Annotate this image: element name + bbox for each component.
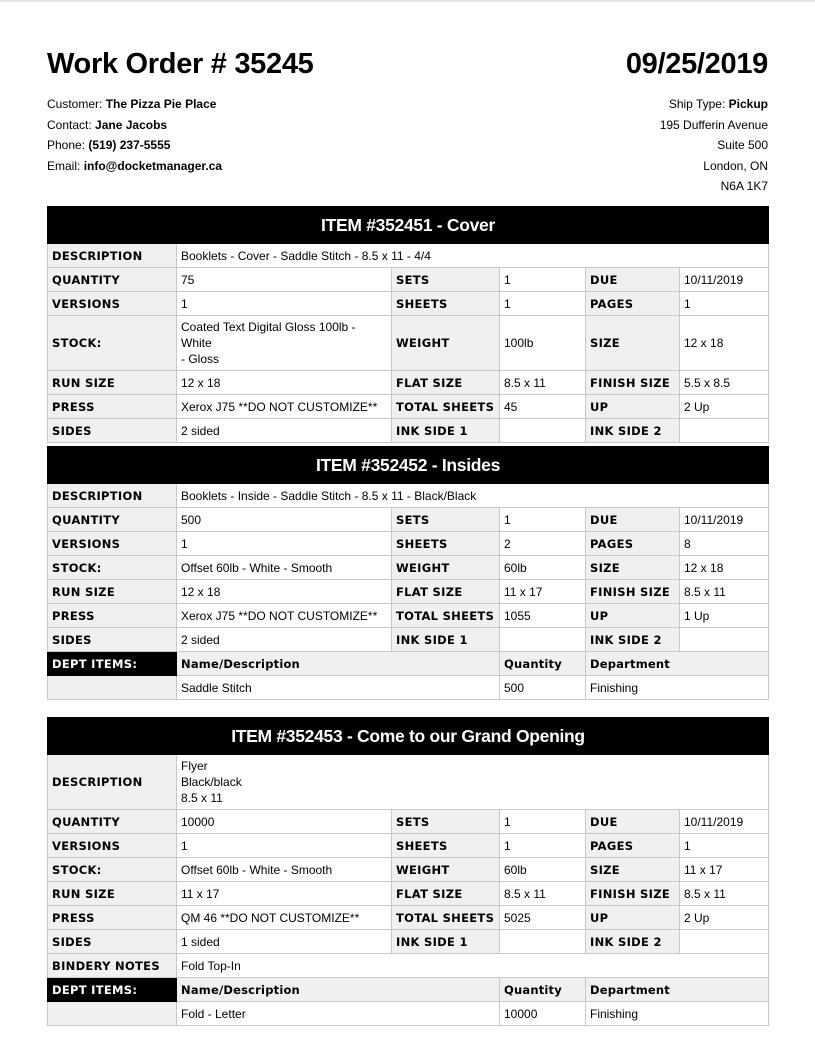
address-line2: Suite 500 [717, 138, 768, 152]
press-label: PRESS [48, 604, 177, 628]
dept-item-quantity: 10000 [500, 1002, 586, 1026]
total-sheets-value: 1055 [500, 604, 586, 628]
sets-label: SETS [392, 268, 500, 292]
due-label: DUE [586, 268, 680, 292]
press-label: PRESS [48, 906, 177, 930]
due-label: DUE [586, 810, 680, 834]
quantity-label: QUANTITY [48, 810, 177, 834]
press-value: QM 46 **DO NOT CUSTOMIZE** [177, 906, 392, 930]
dept-items-label: DEPT ITEMS: [48, 978, 177, 1002]
ship-type-line [660, 94, 768, 115]
total-sheets-label: TOTAL SHEETS [392, 604, 500, 628]
ink-side-1-value [500, 930, 586, 954]
weight-label: WEIGHT [392, 858, 500, 882]
sheets-label: SHEETS [392, 532, 500, 556]
sides-label: SIDES [48, 419, 177, 443]
dept-item-quantity: 500 [500, 676, 586, 700]
size-value: 11 x 17 [680, 858, 769, 882]
sheets-value: 1 [500, 834, 586, 858]
stock-label: STOCK: [48, 858, 177, 882]
sides-value: 2 sided [177, 628, 392, 652]
total-sheets-label: TOTAL SHEETS [392, 395, 500, 419]
description-line: 8.5 x 11 [181, 791, 223, 805]
finish-size-label: FINISH SIZE [586, 580, 680, 604]
customer-info [47, 94, 222, 176]
quantity-label: QUANTITY [48, 268, 177, 292]
ship-type: Pickup [728, 97, 768, 111]
quantity-value: 10000 [177, 810, 392, 834]
sets-label: SETS [392, 810, 500, 834]
sheets-value: 1 [500, 292, 586, 316]
contact-label: Contact: [47, 117, 92, 132]
versions-label: VERSIONS [48, 532, 177, 556]
total-sheets-value: 5025 [500, 906, 586, 930]
pages-label: PAGES [586, 292, 680, 316]
quantity-label: QUANTITY [48, 508, 177, 532]
finish-size-value: 8.5 x 11 [680, 882, 769, 906]
press-label: PRESS [48, 395, 177, 419]
weight-label: WEIGHT [392, 556, 500, 580]
due-value: 10/11/2019 [680, 268, 769, 292]
flat-size-value: 11 x 17 [500, 580, 586, 604]
ink-side-2-value [680, 930, 769, 954]
finish-size-value: 5.5 x 8.5 [680, 371, 769, 395]
phone-label: Phone: [47, 138, 86, 152]
sets-label: SETS [392, 508, 500, 532]
dept-name-header: Name/Description [177, 652, 500, 676]
description-line: Black/black [181, 775, 242, 789]
ink-side-1-value [500, 419, 586, 443]
versions-value: 1 [177, 834, 392, 858]
flat-size-label: FLAT SIZE [392, 882, 500, 906]
press-value: Xerox J75 **DO NOT CUSTOMIZE** [177, 395, 392, 419]
work-order-date: 09/25/2019 [625, 48, 768, 80]
up-label: UP [586, 604, 680, 628]
weight-label: WEIGHT [392, 316, 500, 371]
contact-name: Jane Jacobs [95, 117, 168, 132]
dept-item-row [48, 1002, 769, 1026]
description-value: Booklets - Inside - Saddle Stitch - 8.5 x 11 - Black/Black [177, 484, 769, 508]
run-size-label: RUN SIZE [48, 882, 177, 906]
item-heading: ITEM #352451 - Cover [48, 207, 769, 244]
finish-size-value: 8.5 x 11 [680, 580, 769, 604]
ink-side-2-label: INK SIDE 2 [586, 419, 680, 443]
customer-name: The Pizza Pie Place [105, 97, 217, 111]
due-label: DUE [586, 508, 680, 532]
ink-side-1-label: INK SIDE 1 [392, 628, 500, 652]
stock-line: Coated Text Digital Gloss 100lb - White [181, 320, 356, 350]
item-table-2 [47, 446, 769, 700]
ship-type-label: Ship Type: [668, 97, 726, 111]
ink-side-2-label: INK SIDE 2 [586, 930, 680, 954]
email-address: info@docketmanager.ca [83, 158, 223, 173]
ink-side-1-label: INK SIDE 1 [392, 419, 500, 443]
address-postal: N6A 1K7 [720, 179, 768, 193]
item-heading: ITEM #352452 - Insides [48, 447, 769, 484]
up-value: 2 Up [680, 395, 769, 419]
ink-side-1-label: INK SIDE 1 [392, 930, 500, 954]
item-table-1 [47, 206, 769, 443]
ink-side-1-value [500, 628, 586, 652]
quantity-value: 75 [177, 268, 392, 292]
dept-department-header: Department [586, 978, 769, 1002]
sets-value: 1 [500, 268, 586, 292]
dept-quantity-header: Quantity [500, 978, 586, 1002]
up-label: UP [586, 395, 680, 419]
versions-value: 1 [177, 292, 392, 316]
work-order-title: Work Order # 35245 [47, 48, 314, 80]
flat-size-value: 8.5 x 11 [500, 882, 586, 906]
customer-line [47, 94, 222, 115]
versions-label: VERSIONS [48, 834, 177, 858]
dept-item-department: Finishing [586, 676, 769, 700]
stock-value: Offset 60lb - White - Smooth [177, 858, 392, 882]
versions-value: 1 [177, 532, 392, 556]
item-heading: ITEM #352453 - Come to our Grand Opening [48, 718, 769, 755]
description-label: DESCRIPTION [48, 755, 177, 810]
flat-size-value: 8.5 x 11 [500, 371, 586, 395]
description-value: Booklets - Cover - Saddle Stitch - 8.5 x 11 - 4/4 [177, 244, 769, 268]
dept-item-name: Fold - Letter [177, 1002, 500, 1026]
address-line1: 195 Dufferin Avenue [659, 117, 768, 132]
stock-label: STOCK: [48, 316, 177, 371]
versions-label: VERSIONS [48, 292, 177, 316]
dept-quantity-header: Quantity [500, 652, 586, 676]
sets-value: 1 [500, 508, 586, 532]
sets-value: 1 [500, 810, 586, 834]
phone-line [47, 135, 222, 156]
sheets-value: 2 [500, 532, 586, 556]
pages-value: 8 [680, 532, 769, 556]
pages-label: PAGES [586, 834, 680, 858]
dept-items-label: DEPT ITEMS: [48, 652, 177, 676]
description-label: DESCRIPTION [48, 484, 177, 508]
dept-item-department: Finishing [586, 1002, 769, 1026]
stock-value [177, 316, 392, 371]
total-sheets-label: TOTAL SHEETS [392, 906, 500, 930]
pages-value: 1 [680, 834, 769, 858]
dept-department-header: Department [586, 652, 769, 676]
finish-size-label: FINISH SIZE [586, 371, 680, 395]
stock-line: - Gloss [181, 352, 220, 366]
weight-value: 60lb [500, 556, 586, 580]
run-size-value: 11 x 17 [177, 882, 392, 906]
press-value: Xerox J75 **DO NOT CUSTOMIZE** [177, 604, 392, 628]
flat-size-label: FLAT SIZE [392, 371, 500, 395]
item-table-3 [47, 717, 769, 1026]
run-size-value: 12 x 18 [177, 371, 392, 395]
up-value: 2 Up [680, 906, 769, 930]
dept-item-row [48, 676, 769, 700]
sides-label: SIDES [48, 628, 177, 652]
quantity-value: 500 [177, 508, 392, 532]
sides-label: SIDES [48, 930, 177, 954]
pages-label: PAGES [586, 532, 680, 556]
stock-value: Offset 60lb - White - Smooth [177, 556, 392, 580]
sides-value: 1 sided [177, 930, 392, 954]
shipping-info [660, 94, 768, 197]
phone-number: (519) 237-5555 [88, 138, 171, 152]
due-value: 10/11/2019 [680, 508, 769, 532]
size-label: SIZE [586, 858, 680, 882]
ink-side-2-value [680, 419, 769, 443]
ink-side-2-label: INK SIDE 2 [586, 628, 680, 652]
top-rule [0, 0, 815, 2]
email-line [47, 156, 222, 177]
weight-value: 100lb [500, 316, 586, 371]
run-size-value: 12 x 18 [177, 580, 392, 604]
dept-row-spacer [48, 1002, 177, 1026]
size-value: 12 x 18 [680, 316, 769, 371]
email-label: Email: [47, 158, 81, 173]
size-label: SIZE [586, 556, 680, 580]
up-value: 1 Up [680, 604, 769, 628]
sheets-label: SHEETS [392, 292, 500, 316]
weight-value: 60lb [500, 858, 586, 882]
bindery-notes-label: BINDERY NOTES [48, 954, 177, 978]
up-label: UP [586, 906, 680, 930]
description-line: Flyer [181, 759, 208, 773]
dept-item-name: Saddle Stitch [177, 676, 500, 700]
dept-row-spacer [48, 676, 177, 700]
title-row [47, 48, 768, 82]
size-value: 12 x 18 [680, 556, 769, 580]
description-label: DESCRIPTION [48, 244, 177, 268]
run-size-label: RUN SIZE [48, 580, 177, 604]
sheets-label: SHEETS [392, 834, 500, 858]
pages-value: 1 [680, 292, 769, 316]
flat-size-label: FLAT SIZE [392, 580, 500, 604]
customer-label: Customer: [47, 97, 103, 111]
contact-line [47, 115, 222, 136]
dept-name-header: Name/Description [177, 978, 500, 1002]
size-label: SIZE [586, 316, 680, 371]
run-size-label: RUN SIZE [48, 371, 177, 395]
due-value: 10/11/2019 [680, 810, 769, 834]
ink-side-2-value [680, 628, 769, 652]
address-city: London, ON [703, 158, 768, 173]
description-value [177, 755, 769, 810]
finish-size-label: FINISH SIZE [586, 882, 680, 906]
stock-label: STOCK: [48, 556, 177, 580]
sides-value: 2 sided [177, 419, 392, 443]
total-sheets-value: 45 [500, 395, 586, 419]
bindery-notes-value: Fold Top-In [177, 954, 769, 978]
